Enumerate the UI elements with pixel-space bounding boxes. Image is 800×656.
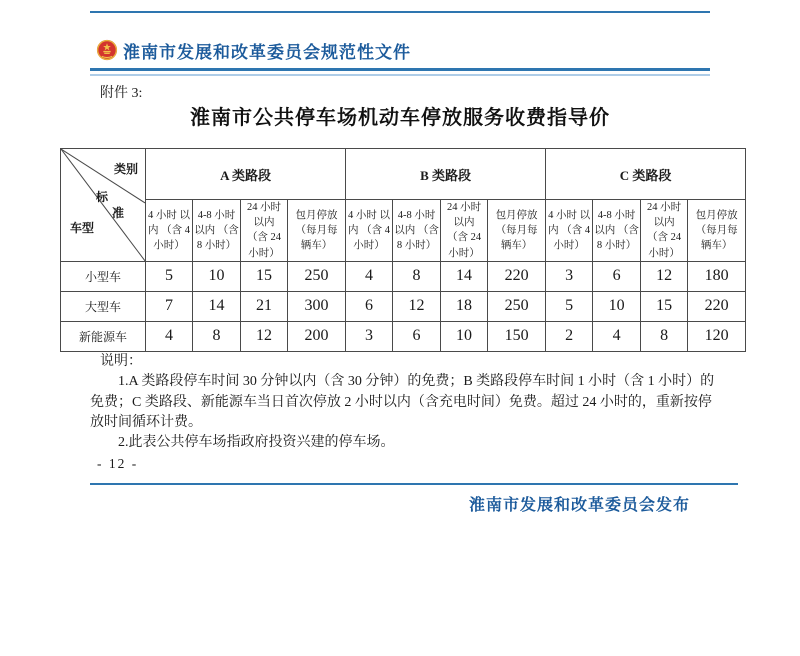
cell: 5 — [146, 261, 193, 291]
cell: 300 — [288, 291, 346, 321]
cell: 6 — [593, 261, 641, 291]
cell: 2 — [546, 321, 593, 351]
cell: 3 — [546, 261, 593, 291]
national-emblem-icon — [96, 39, 118, 61]
cell: 18 — [441, 291, 488, 321]
corner-label-standard-1: 标 — [96, 190, 109, 204]
cell: 8 — [193, 321, 241, 351]
sub-header: 包月停放 （每月每 辆车） — [688, 200, 746, 262]
note-item-2: 2.此表公共停车场指政府投资兴建的停车场。 — [118, 435, 395, 451]
publisher-label: 淮南市发展和改革委员会发布 — [468, 497, 690, 514]
sub-header: 4 小时 以内 （含 4 小时） — [146, 200, 193, 262]
table-row-new-energy-car — [61, 321, 746, 351]
sub-header: 包月停放 （每月每 辆车） — [488, 200, 546, 262]
cell: 6 — [346, 291, 393, 321]
sub-header: 24 小时 以内 （含 24 小时） — [641, 200, 688, 262]
footer-rule — [90, 483, 738, 485]
cell: 200 — [288, 321, 346, 351]
sub-header: 4-8 小时 以内 （含 8 小时） — [593, 200, 641, 262]
cell: 10 — [593, 291, 641, 321]
row-label: 小型车 — [61, 261, 146, 291]
sub-header: 包月停放 （每月每 辆车） — [288, 200, 346, 262]
cell: 4 — [146, 321, 193, 351]
cell: 5 — [546, 291, 593, 321]
cell: 21 — [241, 291, 288, 321]
cell: 150 — [488, 321, 546, 351]
sub-header: 4-8 小时 以内 （含 8 小时） — [193, 200, 241, 262]
table-corner-cell — [61, 149, 146, 262]
sub-header: 4-8 小时 以内 （含 8 小时） — [393, 200, 441, 262]
cell: 7 — [146, 291, 193, 321]
table-group-header-row — [61, 149, 746, 200]
cell: 15 — [241, 261, 288, 291]
sub-header: 24 小时 以内 （含 24 小时） — [241, 200, 288, 262]
cell: 3 — [346, 321, 393, 351]
cell: 15 — [641, 291, 688, 321]
notes-section — [90, 352, 720, 453]
corner-label-standard-2: 准 — [112, 206, 125, 220]
page-number: - 12 - — [97, 456, 139, 471]
cell: 220 — [488, 261, 546, 291]
cell: 14 — [193, 291, 241, 321]
table-sub-header-row — [61, 200, 746, 262]
cell: 4 — [593, 321, 641, 351]
fee-table — [60, 148, 746, 352]
cell: 14 — [441, 261, 488, 291]
masthead-rule-light — [90, 74, 710, 76]
group-header-b: B 类路段 — [346, 149, 546, 200]
table-row-small-car — [61, 261, 746, 291]
sub-header: 24 小时 以内 （含 24 小时） — [441, 200, 488, 262]
cell: 12 — [241, 321, 288, 351]
group-header-a: A 类路段 — [146, 149, 346, 200]
cell: 250 — [288, 261, 346, 291]
cell: 12 — [393, 291, 441, 321]
masthead — [96, 37, 411, 63]
attachment-label: 附件 3: — [100, 86, 143, 101]
cell: 4 — [346, 261, 393, 291]
masthead-title: 淮南市发展和改革委员会规范性文件 — [123, 42, 411, 62]
cell: 8 — [641, 321, 688, 351]
corner-label-category: 类别 — [113, 162, 138, 176]
row-label: 大型车 — [61, 291, 146, 321]
notes-heading: 说明： — [100, 354, 142, 369]
cell: 250 — [488, 291, 546, 321]
group-header-c: C 类路段 — [546, 149, 746, 200]
table-row-large-car — [61, 291, 746, 321]
page-title: 淮南市公共停车场机动车停放服务收费指导价 — [190, 107, 610, 129]
corner-label-vehicle: 车型 — [70, 221, 95, 235]
cell: 180 — [688, 261, 746, 291]
sub-header: 4 小时 以内 （含 4 小时） — [346, 200, 393, 262]
top-rule — [90, 11, 710, 13]
note-item-1: 1.A 类路段停车时间 30 分钟以内（含 30 分钟）的免费；B 类路段停车时间 1 小时（含 1 小时）的免费；C 类路段、新能源车当日首次停放 2 小时以内（含充电时间）免费。超过 24 小时的，重新按停放时间循环计费。 — [90, 374, 715, 430]
cell: 8 — [393, 261, 441, 291]
sub-header: 4 小时 以内 （含 4 小时） — [546, 200, 593, 262]
masthead-rule-dark — [90, 68, 710, 71]
cell: 220 — [688, 291, 746, 321]
row-label: 新能源车 — [61, 321, 146, 351]
cell: 10 — [193, 261, 241, 291]
cell: 120 — [688, 321, 746, 351]
cell: 6 — [393, 321, 441, 351]
cell: 10 — [441, 321, 488, 351]
cell: 12 — [641, 261, 688, 291]
